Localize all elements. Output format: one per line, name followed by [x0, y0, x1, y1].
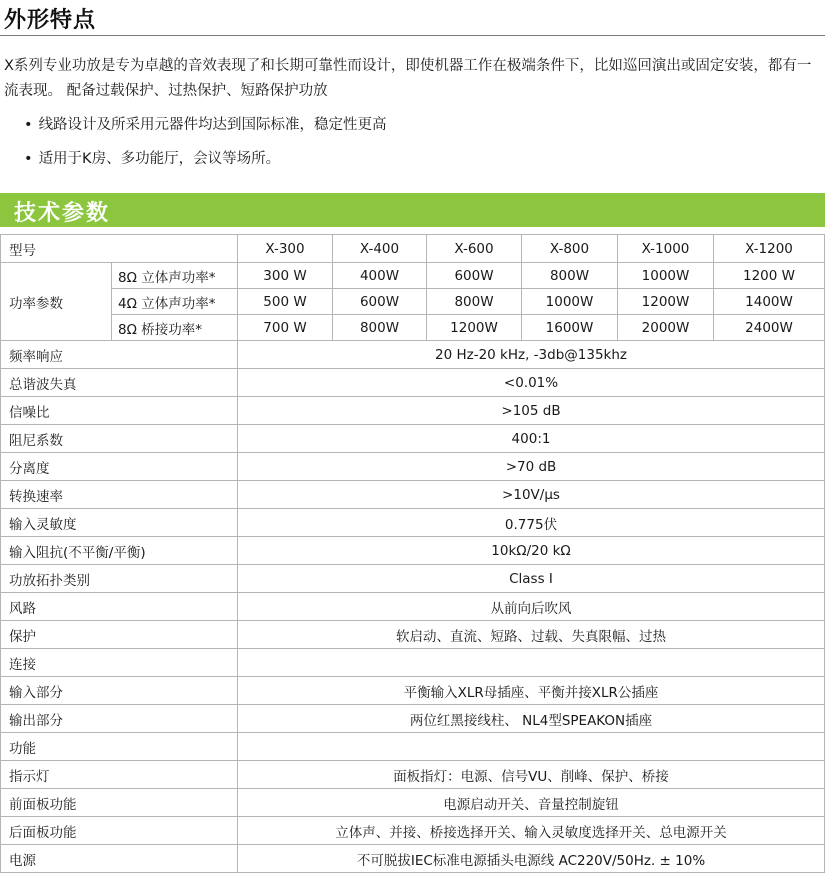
- spec-label: 功能: [1, 733, 238, 761]
- power-cell: 1400W: [714, 289, 825, 315]
- table-row: [1, 621, 825, 649]
- spec-value: 软启动、直流、短路、过载、失真限幅、过热: [238, 621, 825, 649]
- spec-value: >105 dB: [238, 397, 825, 425]
- features-bullet-list: [24, 116, 387, 184]
- spec-value: 立体声、并接、桥接选择开关、输入灵敏度选择开关、总电源开关: [238, 817, 825, 845]
- spec-value: 0.775伏: [238, 509, 825, 537]
- power-cell: 2000W: [618, 315, 714, 341]
- table-row: [1, 369, 825, 397]
- table-row: [1, 341, 825, 369]
- table-row: [1, 649, 825, 677]
- model-label: 型号: [1, 235, 238, 263]
- bullet-icon: •: [24, 151, 33, 167]
- power-cell: 700 W: [238, 315, 333, 341]
- table-row: [1, 789, 825, 817]
- spec-label: 输入部分: [1, 677, 238, 705]
- spec-label: 前面板功能: [1, 789, 238, 817]
- table-row: [1, 453, 825, 481]
- features-paragraph: X系列专业功放是专为卓越的音效表现了和长期可靠性而设计，即使机器工作在极端条件下，比如巡回演出或固定安装，都有一流表现。 配备过载保护、过热保护、短路保护功放: [4, 58, 812, 99]
- features-heading: 外形特点: [4, 8, 97, 33]
- spec-label: 后面板功能: [1, 817, 238, 845]
- spec-label: 功放拓扑类别: [1, 565, 238, 593]
- power-cell: 1000W: [618, 263, 714, 289]
- model-cell: X-600: [427, 235, 522, 263]
- table-row: [1, 425, 825, 453]
- spec-label: 指示灯: [1, 761, 238, 789]
- spec-value: 20 Hz-20 kHz, -3db@135khz: [238, 341, 825, 369]
- spec-label: 信噪比: [1, 397, 238, 425]
- power-cell: 600W: [333, 289, 427, 315]
- model-cell: X-300: [238, 235, 333, 263]
- table-row: [1, 817, 825, 845]
- power-cell: 1000W: [522, 289, 618, 315]
- power-cell: 400W: [333, 263, 427, 289]
- spec-label: 分离度: [1, 453, 238, 481]
- spec-label: 阻尼系数: [1, 425, 238, 453]
- spec-value: 平衡输入XLR母插座、平衡并接XLR公插座: [238, 677, 825, 705]
- power-cell: 1200W: [618, 289, 714, 315]
- power-cell: 600W: [427, 263, 522, 289]
- spec-label: 频率响应: [1, 341, 238, 369]
- table-row-power: [1, 263, 825, 289]
- spec-value: 从前向后吹风: [238, 593, 825, 621]
- specs-header-bar: [0, 193, 825, 227]
- power-label: 功率参数: [1, 263, 112, 341]
- spec-value: [238, 733, 825, 761]
- table-row: [1, 761, 825, 789]
- spec-label: 风路: [1, 593, 238, 621]
- table-row-model: [1, 235, 825, 263]
- spec-label: 连接: [1, 649, 238, 677]
- spec-value: >10V/μs: [238, 481, 825, 509]
- power-cell: 1200W: [427, 315, 522, 341]
- power-subrow-label: 8Ω 桥接功率*: [112, 315, 238, 341]
- bullet-item: [24, 150, 387, 184]
- spec-value: 面板指灯：电源、信号VU、削峰、保护、桥接: [238, 761, 825, 789]
- bullet-text: 线路设计及所采用元器件均达到国际标准，稳定性更高: [38, 117, 387, 133]
- power-cell: 800W: [522, 263, 618, 289]
- spec-label: 电源: [1, 845, 238, 873]
- power-cell: 800W: [427, 289, 522, 315]
- spec-value: >70 dB: [238, 453, 825, 481]
- power-cell: 2400W: [714, 315, 825, 341]
- spec-label: 输入阻抗(不平衡/平衡): [1, 537, 238, 565]
- spec-value: 400:1: [238, 425, 825, 453]
- model-cell: X-800: [522, 235, 618, 263]
- model-cell: X-1200: [714, 235, 825, 263]
- spec-label: 转换速率: [1, 481, 238, 509]
- table-row: [1, 677, 825, 705]
- features-divider: [0, 35, 825, 36]
- spec-value: 电源启动开关、音量控制旋钮: [238, 789, 825, 817]
- table-row: [1, 509, 825, 537]
- model-cell: X-1000: [618, 235, 714, 263]
- power-cell: 1600W: [522, 315, 618, 341]
- bullet-text: 适用于K房、多功能厅，会议等场所。: [38, 151, 281, 167]
- power-subrow-label: 8Ω 立体声功率*: [112, 263, 238, 289]
- table-row: [1, 845, 825, 873]
- table-row: [1, 537, 825, 565]
- spec-label: 保护: [1, 621, 238, 649]
- spec-value: 两位红黑接线柱、 NL4型SPEAKON插座: [238, 705, 825, 733]
- table-row: [1, 705, 825, 733]
- table-row: [1, 481, 825, 509]
- table-row: [1, 593, 825, 621]
- spec-value: 10kΩ/20 kΩ: [238, 537, 825, 565]
- table-row: [1, 565, 825, 593]
- model-cell: X-400: [333, 235, 427, 263]
- table-row: [1, 733, 825, 761]
- spec-value: [238, 649, 825, 677]
- table-row-power: [1, 315, 825, 341]
- power-cell: 800W: [333, 315, 427, 341]
- power-cell: 1200 W: [714, 263, 825, 289]
- spec-label: 输出部分: [1, 705, 238, 733]
- table-row: [1, 397, 825, 425]
- table-row-power: [1, 289, 825, 315]
- specs-heading: 技术参数: [14, 201, 111, 226]
- spec-label: 总谐波失真: [1, 369, 238, 397]
- specs-table: [0, 234, 825, 873]
- power-cell: 300 W: [238, 263, 333, 289]
- power-cell: 500 W: [238, 289, 333, 315]
- spec-value: <0.01%: [238, 369, 825, 397]
- spec-label: 输入灵敏度: [1, 509, 238, 537]
- bullet-icon: •: [24, 117, 33, 133]
- spec-value: Class I: [238, 565, 825, 593]
- power-subrow-label: 4Ω 立体声功率*: [112, 289, 238, 315]
- spec-value: 不可脱拔IEC标准电源插头电源线 AC220V/50Hz. ± 10%: [238, 845, 825, 873]
- bullet-item: [24, 116, 387, 150]
